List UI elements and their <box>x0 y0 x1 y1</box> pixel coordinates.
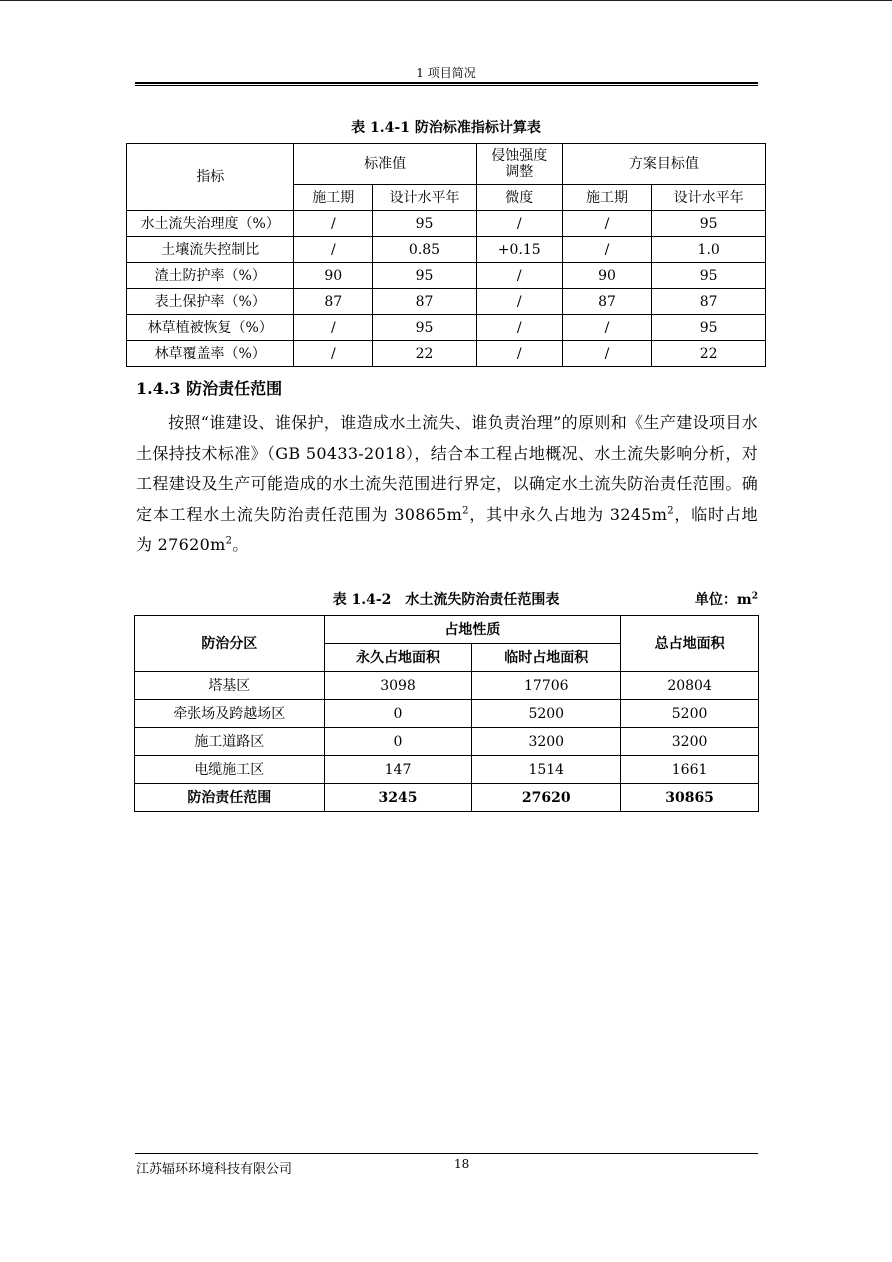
body-paragraph <box>136 408 758 561</box>
cell: 防治责任范围 <box>135 784 325 812</box>
cell: 90 <box>562 263 652 289</box>
header-standard: 标准值 <box>294 144 476 185</box>
paragraph-text: 。 <box>232 535 249 554</box>
cell: 渣土防护率（%） <box>127 263 294 289</box>
responsibility-scope-table <box>134 615 759 812</box>
subheader-cell: 施工期 <box>294 185 373 211</box>
table2-caption: 表 1.4-2 水土流失防治责任范围表 <box>332 592 560 608</box>
cell: 87 <box>294 289 373 315</box>
table-row <box>135 728 759 756</box>
cell: 牵张场及跨越场区 <box>135 700 325 728</box>
cell: 表土保护率（%） <box>127 289 294 315</box>
cell: / <box>476 263 562 289</box>
cell: 95 <box>373 315 477 341</box>
cell: 1.0 <box>652 237 766 263</box>
header-zone: 防治分区 <box>135 616 325 672</box>
paragraph-text: 按照“谁建设、谁保护，谁造成水土流失、谁负责治理”的原则和《生产建设项目水土保持技术标准》（GB 50433-2018），结合本工程占地概况、水土流失影响分析，对工程建设及生产可能造成的水土流失范围进行界定，以确定水土流失防治责任范围。确定本工程水土流失防治责任范围为 30865m <box>136 413 758 524</box>
superscript: 2 <box>667 505 674 517</box>
cell: / <box>476 289 562 315</box>
subheader-cell: 设计水平年 <box>373 185 477 211</box>
cell: / <box>476 315 562 341</box>
cell: 87 <box>562 289 652 315</box>
table-row <box>127 315 766 341</box>
cell: 0.85 <box>373 237 477 263</box>
subheader-cell: 微度 <box>476 185 562 211</box>
cell: / <box>562 237 652 263</box>
footer-rule <box>135 1153 758 1154</box>
table-row <box>127 237 766 263</box>
table-row <box>127 211 766 237</box>
cell: 土壤流失控制比 <box>127 237 294 263</box>
table-row <box>135 756 759 784</box>
footer-company: 江苏辐环环境科技有限公司 <box>136 1162 293 1177</box>
header-rule <box>135 82 758 84</box>
cell: 林草植被恢复（%） <box>127 315 294 341</box>
table-row <box>127 289 766 315</box>
cell: 电缆施工区 <box>135 756 325 784</box>
header-erosion-adjust: 侵蚀强度调整 <box>476 144 562 185</box>
cell: 林草覆盖率（%） <box>127 341 294 367</box>
cell: 3200 <box>472 728 621 756</box>
cell: / <box>562 341 652 367</box>
section-heading: 1.4.3 防治责任范围 <box>136 379 283 398</box>
total-row <box>135 784 759 812</box>
cell: 95 <box>652 211 766 237</box>
cell: 3245 <box>324 784 472 812</box>
cell: 水土流失治理度（%） <box>127 211 294 237</box>
cell: 90 <box>294 263 373 289</box>
cell: 1661 <box>621 756 759 784</box>
header-total-area: 总占地面积 <box>621 616 759 672</box>
cell: 5200 <box>621 700 759 728</box>
cell: 5200 <box>472 700 621 728</box>
header-indicator: 指标 <box>127 144 294 211</box>
cell: / <box>294 237 373 263</box>
cell: 塔基区 <box>135 672 325 700</box>
cell: 87 <box>373 289 477 315</box>
table-row <box>135 672 759 700</box>
running-header: 1 项目简况 <box>416 66 476 80</box>
standard-indicator-table <box>126 143 766 367</box>
superscript: 2 <box>225 535 233 547</box>
cell: 95 <box>652 315 766 341</box>
cell: 17706 <box>472 672 621 700</box>
cell: / <box>294 341 373 367</box>
superscript: 2 <box>462 505 469 517</box>
cell: +0.15 <box>476 237 562 263</box>
header-land-nature: 占地性质 <box>324 616 621 644</box>
cell: 95 <box>373 263 477 289</box>
table-row <box>127 341 766 367</box>
cell: 3200 <box>621 728 759 756</box>
cell: 95 <box>373 211 477 237</box>
cell: 147 <box>324 756 472 784</box>
cell: / <box>562 211 652 237</box>
header-rule-thin <box>135 85 758 86</box>
cell: 1514 <box>472 756 621 784</box>
cell: 施工道路区 <box>135 728 325 756</box>
cell: / <box>476 341 562 367</box>
cell: 27620 <box>472 784 621 812</box>
unit-label: 单位：$m^2$ <box>694 591 758 608</box>
cell: 20804 <box>621 672 759 700</box>
header-permanent-area: 永久占地面积 <box>324 644 472 672</box>
page-number: 18 <box>454 1157 470 1171</box>
paragraph-text: ，临时占地为 27620m <box>136 504 758 554</box>
cell: / <box>294 315 373 341</box>
subheader-cell: 施工期 <box>562 185 652 211</box>
cell: 0 <box>324 728 472 756</box>
table-row <box>135 700 759 728</box>
page-top-border <box>0 0 892 1</box>
cell: 22 <box>373 341 477 367</box>
cell: 87 <box>652 289 766 315</box>
header-temporary-area: 临时占地面积 <box>472 644 621 672</box>
cell: 30865 <box>621 784 759 812</box>
cell: 0 <box>324 700 472 728</box>
cell: 3098 <box>324 672 472 700</box>
cell: 95 <box>652 263 766 289</box>
table1-caption: 表 1.4-1 防治标准指标计算表 <box>351 120 541 136</box>
cell: / <box>476 211 562 237</box>
subheader-cell: 设计水平年 <box>652 185 766 211</box>
cell: / <box>562 315 652 341</box>
cell: 22 <box>652 341 766 367</box>
paragraph-text: ，其中永久占地为 3245m <box>468 504 668 524</box>
cell: / <box>294 211 373 237</box>
header-target: 方案目标值 <box>562 144 765 185</box>
table-row <box>127 263 766 289</box>
